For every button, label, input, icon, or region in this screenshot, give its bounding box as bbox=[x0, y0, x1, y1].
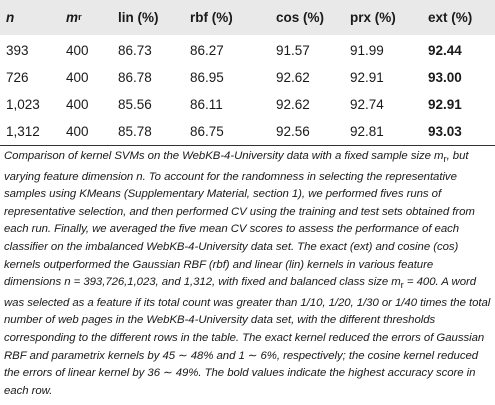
cell-lin: 86.73 bbox=[118, 42, 152, 58]
cell-lin: 85.78 bbox=[118, 123, 152, 139]
header-n: n bbox=[6, 10, 15, 25]
cell-cos: 92.62 bbox=[276, 96, 310, 112]
cell-mr: 400 bbox=[66, 42, 89, 58]
table-row bbox=[0, 90, 495, 118]
cell-mr: 400 bbox=[66, 69, 89, 85]
table-bottom-rule bbox=[0, 145, 495, 146]
cell-rbf: 86.75 bbox=[190, 123, 224, 139]
cell-mr: 400 bbox=[66, 96, 89, 112]
cell-cos: 92.62 bbox=[276, 69, 310, 85]
table-caption: Comparison of kernel SVMs on the WebKB-4-University data with a fixed sample size $m_r$, but varying feature dimension n. To account for the randomness in selecting the representative samples using KMeans (Supplementary Material, section 1), we performed fives runs of representative selection, and then performed CV using the training and test sets obtained from each run. Finally, we averaged the five mean CV scores to assess the performance of each classifier on the imbalanced WebKB-4-University data set. The exact (ext) and cosine (cos) kernels outperformed the Gaussian RBF (rbf) and linear (lin) kernels in various feature dimensions n = 393,726,1,023, and 1,312, with fixed and balanced class size $m_r = 400$. A word was selected as a feature if its total count was greater than 1/10, 1/20, 1/30 or 1/40 times the total number of web pages in the WebKB-4-University data set, with the different thresholds corresponding to the different rows in the table. The exact kernel reduced the errors of Gaussian RBF and parametrix kernels by 45 ∼ 48% and 1 ∼ 6%, respectively; the cosine kernel reduced the errors of linear kernel by 36 ∼ 49%. The bold values indicate the highest accuracy score in each row. bbox=[4, 150, 491, 397]
cell-cos: 92.56 bbox=[276, 123, 310, 139]
table-row bbox=[0, 36, 495, 64]
cell-ext-best: 93.03 bbox=[428, 123, 462, 139]
cell-prx: 92.74 bbox=[350, 96, 384, 112]
cell-ext-best: 93.00 bbox=[428, 69, 462, 85]
header-rbf: rbf (%) bbox=[190, 10, 233, 25]
cell-rbf: 86.11 bbox=[190, 96, 223, 112]
header-ext: ext (%) bbox=[428, 10, 473, 25]
table-row bbox=[0, 63, 495, 91]
header-cos: cos (%) bbox=[276, 10, 325, 25]
table-row bbox=[0, 117, 495, 145]
cell-n: 1,023 bbox=[6, 96, 40, 112]
header-lin: lin (%) bbox=[118, 10, 159, 25]
cell-n: 726 bbox=[6, 69, 29, 85]
header-prx: prx (%) bbox=[350, 10, 396, 25]
header-mr: m r bbox=[66, 10, 82, 25]
table-header bbox=[0, 0, 495, 35]
cell-prx: 92.81 bbox=[350, 123, 384, 139]
cell-n: 393 bbox=[6, 42, 29, 58]
cell-ext-best: 92.91 bbox=[428, 96, 462, 112]
cell-cos: 91.57 bbox=[276, 42, 310, 58]
cell-prx: 92.91 bbox=[350, 69, 384, 85]
cell-ext-best: 92.44 bbox=[428, 42, 462, 58]
cell-lin: 85.56 bbox=[118, 96, 152, 112]
cell-lin: 86.78 bbox=[118, 69, 152, 85]
cell-n: 1,312 bbox=[6, 123, 40, 139]
cell-rbf: 86.95 bbox=[190, 69, 224, 85]
cell-rbf: 86.27 bbox=[190, 42, 224, 58]
cell-mr: 400 bbox=[66, 123, 89, 139]
cell-prx: 91.99 bbox=[350, 42, 384, 58]
